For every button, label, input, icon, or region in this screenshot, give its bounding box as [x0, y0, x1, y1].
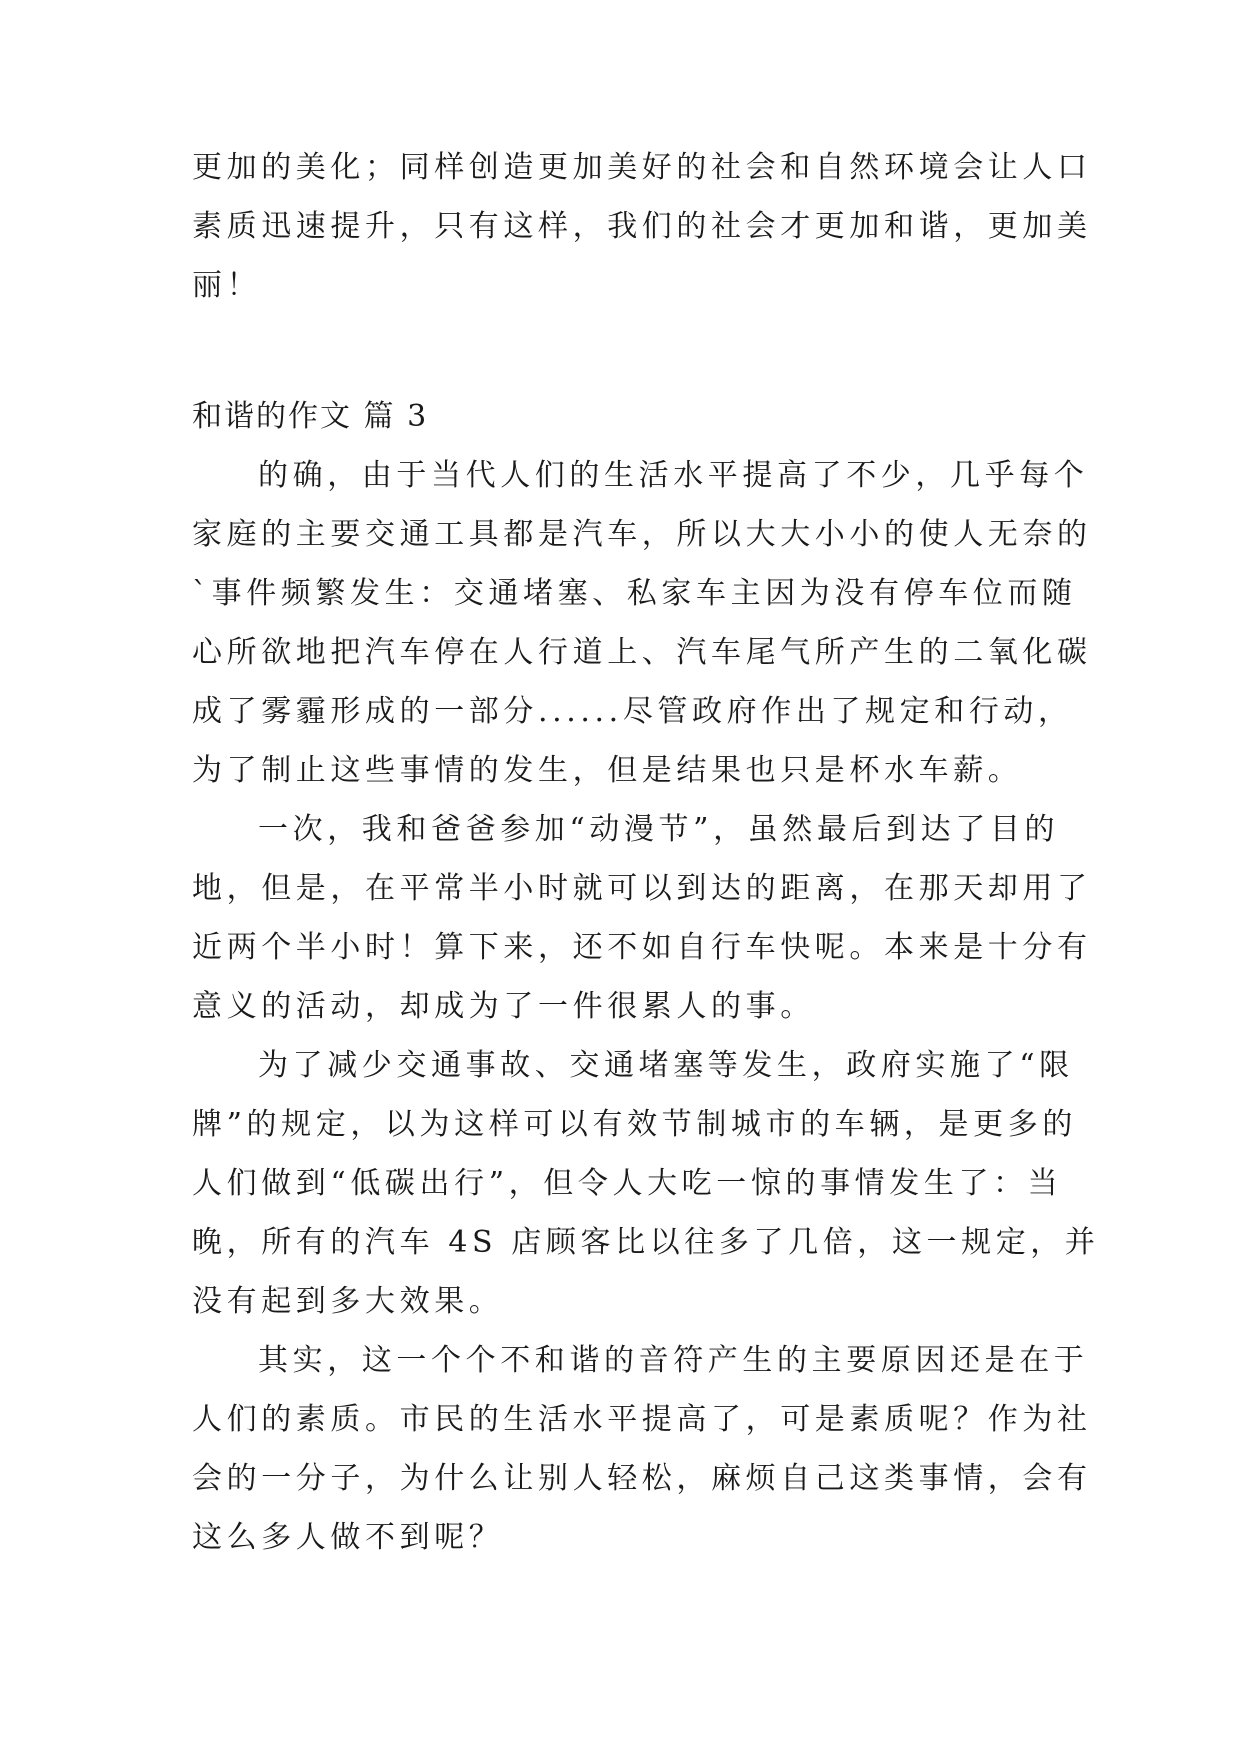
- text-line: 家庭的主要交通工具都是汽车，所以大大小小的使人无奈的: [192, 517, 1092, 552]
- text-line: 更加的美化；同样创造更加美好的社会和自然环境会让人口: [192, 150, 1092, 185]
- text-line: 丽！: [192, 268, 262, 303]
- text-line: 成了雾霾形成的一部分......尽管政府作出了规定和行动，: [192, 694, 1073, 729]
- text-line: 晚，所有的汽车 4S 店顾客比以往多了几倍，这一规定，并: [192, 1225, 1100, 1260]
- text-line: 这么多人做不到呢？: [192, 1520, 504, 1555]
- text-line: 一次，我和爸爸参加“动漫节”，虽然最后到达了目的: [258, 812, 1060, 847]
- text-line: 人们做到“低碳出行”，但令人大吃一惊的事情发生了：当: [192, 1166, 1063, 1201]
- text-line: 人们的素质。市民的生活水平提高了，可是素质呢？作为社: [192, 1402, 1092, 1437]
- text-line: 没有起到多大效果。: [192, 1284, 504, 1319]
- text-line: 为了减少交通事故、交通堵塞等发生，政府实施了“限: [258, 1048, 1074, 1083]
- text-line: 素质迅速提升，只有这样，我们的社会才更加和谐，更加美: [192, 209, 1092, 244]
- text-line: 近两个半小时！算下来，还不如自行车快呢。本来是十分有: [192, 930, 1092, 965]
- text-line: 的确，由于当代人们的生活水平提高了不少，几乎每个: [258, 458, 1089, 493]
- section-heading: 和谐的作文 篇 3: [192, 399, 429, 434]
- text-line: `事件频繁发生：交通堵塞、私家车主因为没有停车位而随: [192, 576, 1077, 611]
- text-line: 牌”的规定，以为这样可以有效节制城市的车辆，是更多的: [192, 1107, 1077, 1142]
- text-line: 意义的活动，却成为了一件很累人的事。: [192, 989, 815, 1024]
- text-line: 心所欲地把汽车停在人行道上、汽车尾气所产生的二氧化碳: [192, 635, 1092, 670]
- text-line: 为了制止这些事情的发生，但是结果也只是杯水车薪。: [192, 753, 1023, 788]
- text-line: 其实，这一个个不和谐的音符产生的主要原因还是在于: [258, 1343, 1089, 1378]
- text-line: 会的一分子，为什么让别人轻松，麻烦自己这类事情，会有: [192, 1461, 1092, 1496]
- text-line: 地，但是，在平常半小时就可以到达的距离，在那天却用了: [192, 871, 1092, 906]
